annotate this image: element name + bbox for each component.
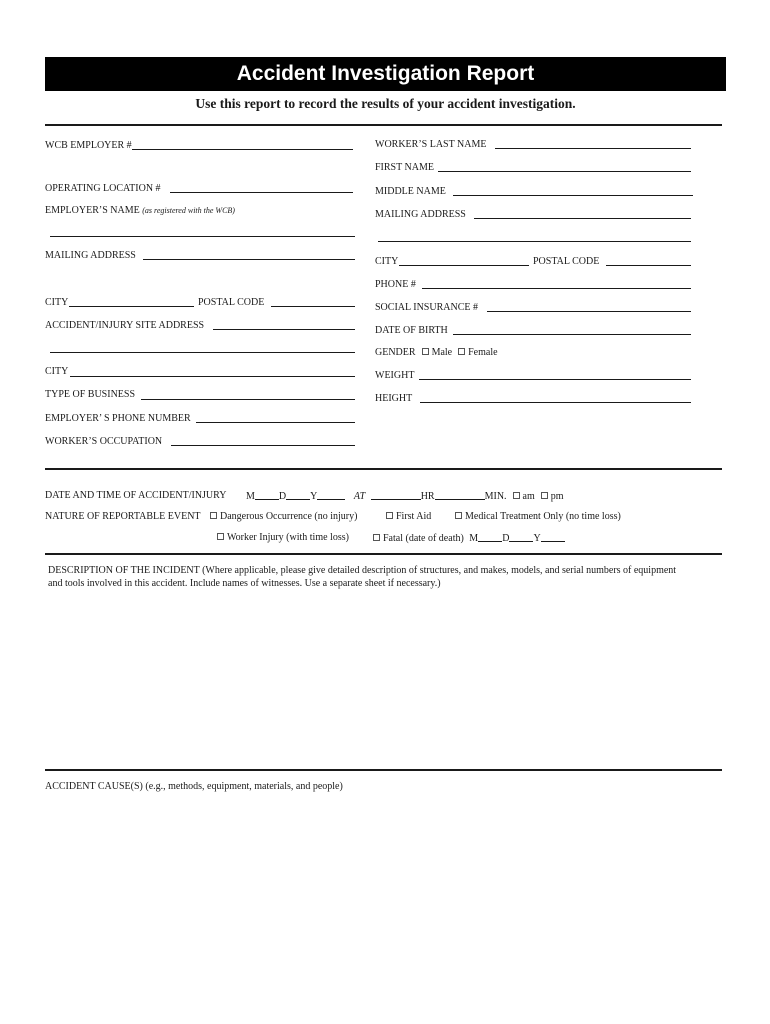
section-divider-1 [45, 468, 722, 470]
accident-cause-area[interactable] [45, 800, 722, 1000]
accident-minute-field[interactable] [435, 490, 485, 500]
site-city-label: CITY [45, 366, 69, 377]
employers-name-label: EMPLOYER’S NAME (as registered with the WCB) [45, 205, 235, 216]
fatal-option: Fatal (date of death) M D Y [367, 532, 565, 545]
employer-phone-label: EMPLOYER’ S PHONE NUMBER [45, 413, 191, 424]
type-of-business-field[interactable] [141, 399, 355, 400]
first-aid-checkbox[interactable] [386, 512, 393, 519]
report-subtitle: Use this report to record the results of your accident investigation. [195, 96, 576, 111]
worker-phone-label: PHONE # [375, 279, 416, 290]
height-field[interactable] [420, 402, 691, 403]
worker-mailing-address-field-2[interactable] [378, 241, 691, 242]
employers-name-field[interactable] [50, 236, 355, 237]
dob-label: DATE OF BIRTH [375, 325, 448, 336]
dangerous-option: Dangerous Occurrence (no injury) [204, 511, 357, 523]
employer-city-label: CITY [45, 297, 69, 308]
employer-phone-field[interactable] [196, 422, 355, 423]
accident-month-field[interactable] [255, 490, 279, 500]
worker-postal-code-label: POSTAL CODE [533, 256, 600, 267]
header-divider [45, 124, 722, 126]
worker-postal-code-field[interactable] [606, 265, 691, 266]
accident-datetime-fields: M D Y AT HR MIN. am pm [246, 491, 564, 502]
employer-mailing-address-field[interactable] [143, 259, 355, 260]
nature-label: NATURE OF REPORTABLE EVENT [45, 511, 201, 522]
worker-mailing-address-label: MAILING ADDRESS [375, 209, 466, 220]
section-divider-3 [45, 769, 722, 771]
employer-city-field[interactable] [69, 306, 194, 307]
medical-checkbox[interactable] [455, 512, 462, 519]
fatal-day-field[interactable] [509, 532, 533, 542]
site-address-field-2[interactable] [50, 352, 355, 353]
gender-row [375, 347, 498, 359]
medical-option: Medical Treatment Only (no time loss) [449, 511, 621, 523]
workers-occupation-label: WORKER’S OCCUPATION [45, 436, 163, 447]
wcb-employer-label: WCB EMPLOYER # [45, 140, 132, 151]
sin-label: SOCIAL INSURANCE # [375, 302, 478, 313]
operating-location-label: OPERATING LOCATION # [45, 183, 161, 194]
worker-last-name-field[interactable] [495, 148, 691, 149]
site-city-field[interactable] [70, 376, 355, 377]
dob-field[interactable] [453, 334, 691, 335]
type-of-business-label: TYPE OF BUSINESS [45, 389, 136, 400]
gender-label: GENDER [375, 347, 416, 358]
fatal-year-field[interactable] [541, 532, 565, 542]
worker-mailing-address-field[interactable] [474, 218, 691, 219]
worker-city-field[interactable] [399, 265, 529, 266]
accident-year-field[interactable] [317, 490, 345, 500]
weight-label: WEIGHT [375, 370, 415, 381]
accident-day-field[interactable] [286, 490, 310, 500]
female-checkbox[interactable] [458, 348, 465, 355]
weight-field[interactable] [419, 379, 691, 380]
fatal-month-field[interactable] [478, 532, 502, 542]
middle-name-field[interactable] [453, 195, 693, 196]
first-name-field[interactable] [438, 171, 691, 172]
worker-phone-field[interactable] [422, 288, 691, 289]
section-divider-2 [45, 553, 722, 555]
worker-injury-checkbox[interactable] [217, 533, 224, 540]
female-label: Female [468, 347, 498, 358]
worker-injury-option: Worker Injury (with time loss) [211, 532, 349, 544]
worker-last-name-label: WORKER’S LAST NAME [375, 139, 487, 150]
fatal-checkbox[interactable] [373, 534, 380, 541]
accident-hour-field[interactable] [371, 490, 421, 500]
employer-postal-code-label: POSTAL CODE [198, 297, 265, 308]
description-area[interactable] [45, 590, 722, 765]
first-name-label: FIRST NAME [375, 162, 434, 173]
accident-datetime-label: DATE AND TIME OF ACCIDENT/INJURY [45, 490, 227, 501]
accident-cause-label: ACCIDENT CAUSE(S) (e.g., methods, equipment, materials, and people) [45, 781, 343, 792]
worker-city-label: CITY [375, 256, 399, 267]
male-label: Male [431, 347, 453, 358]
wcb-employer-field[interactable] [132, 149, 353, 150]
employer-postal-code-field[interactable] [271, 306, 355, 307]
am-checkbox[interactable] [513, 492, 520, 499]
operating-location-field[interactable] [170, 192, 353, 193]
employer-mailing-address-label: MAILING ADDRESS [45, 250, 136, 261]
male-checkbox[interactable] [422, 348, 429, 355]
middle-name-label: MIDDLE NAME [375, 186, 446, 197]
dangerous-checkbox[interactable] [210, 512, 217, 519]
first-aid-option: First Aid [380, 511, 431, 523]
workers-occupation-field[interactable] [171, 445, 355, 446]
site-address-field[interactable] [213, 329, 355, 330]
description-label: DESCRIPTION OF THE INCIDENT (Where applicable, please give detailed description of structures, and makes, models, and serial numbers of equipment and tools involved in this accident. Include names of witnesses. Use a separate sheet if necessary.) [48, 565, 677, 589]
pm-checkbox[interactable] [541, 492, 548, 499]
site-address-label: ACCIDENT/INJURY SITE ADDRESS [45, 320, 205, 331]
height-label: HEIGHT [375, 393, 413, 404]
report-title: Accident Investigation Report [45, 57, 726, 91]
sin-field[interactable] [487, 311, 691, 312]
